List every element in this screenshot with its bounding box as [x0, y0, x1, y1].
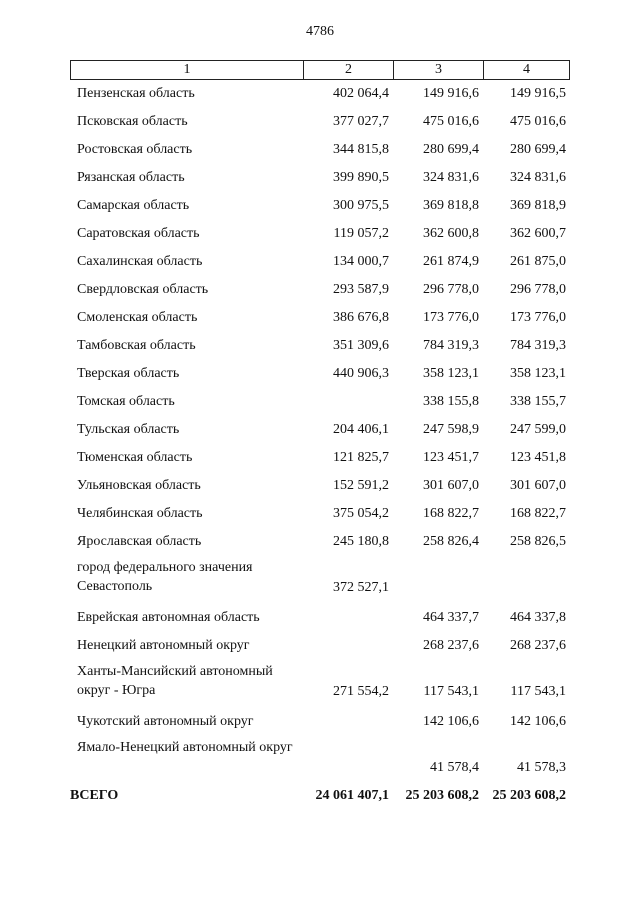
table-row	[0, 736, 640, 784]
value-col4: 358 123,1	[510, 366, 566, 381]
column-header-4: 4	[483, 61, 570, 79]
value-col4: 247 599,0	[510, 422, 566, 437]
total-col2: 24 061 407,1	[315, 788, 389, 803]
value-col2: 119 057,2	[333, 226, 389, 241]
region-name: Свердловская область	[77, 282, 209, 297]
region-name: Псковская область	[77, 114, 188, 129]
region-name: Тамбовская область	[77, 338, 196, 353]
region-name: Ямало-Ненецкий автономный округ	[77, 740, 293, 755]
value-col2: 152 591,2	[333, 478, 389, 493]
table-row	[0, 708, 640, 736]
value-col3: 369 818,8	[423, 198, 479, 213]
table-row	[0, 220, 640, 248]
region-name: Тюменская область	[77, 450, 193, 465]
value-col4: 168 822,7	[510, 506, 566, 521]
value-col4: 117 543,1	[510, 684, 566, 699]
value-col2: 300 975,5	[333, 198, 389, 213]
page-number: 4786	[306, 24, 334, 39]
value-col3: 464 337,7	[423, 610, 479, 625]
region-name: Челябинская область	[77, 506, 203, 521]
table-header	[70, 60, 570, 80]
region-name: Ульяновская область	[77, 478, 201, 493]
region-name: Самарская область	[77, 198, 190, 213]
value-col3: 117 543,1	[423, 684, 479, 699]
table-row	[0, 416, 640, 444]
value-col4: 301 607,0	[510, 478, 566, 493]
value-col3: 362 600,8	[423, 226, 479, 241]
table-row	[0, 276, 640, 304]
value-col2: 375 054,2	[333, 506, 389, 521]
region-name: Чукотский автономный округ	[77, 714, 254, 729]
value-col3: 258 826,4	[423, 534, 479, 549]
region-name: Пензенская область	[77, 86, 195, 101]
value-col3: 268 237,6	[423, 638, 479, 653]
value-col4: 324 831,6	[510, 170, 566, 185]
value-col3: 261 874,9	[423, 254, 479, 269]
value-col3: 149 916,6	[423, 86, 479, 101]
value-col2: 402 064,4	[333, 86, 389, 101]
value-col4: 369 818,9	[510, 198, 566, 213]
table-row	[0, 472, 640, 500]
value-col3: 280 699,4	[423, 142, 479, 157]
table-row	[0, 136, 640, 164]
value-col4: 142 106,6	[510, 714, 566, 729]
table-row	[0, 388, 640, 416]
table-row	[0, 80, 640, 108]
total-label: ВСЕГО	[70, 788, 119, 803]
region-name: Сахалинская область	[77, 254, 203, 269]
value-col4: 280 699,4	[510, 142, 566, 157]
region-name: Тверская область	[77, 366, 180, 381]
value-col3: 358 123,1	[423, 366, 479, 381]
total-row	[0, 784, 640, 812]
value-col3: 41 578,4	[430, 760, 479, 775]
column-header-1: 1	[70, 61, 303, 79]
region-name: Ростовская область	[77, 142, 193, 157]
value-col4: 362 600,7	[510, 226, 566, 241]
total-col3: 25 203 608,2	[405, 788, 479, 803]
table-row	[0, 444, 640, 472]
table-row	[0, 500, 640, 528]
value-col2: 386 676,8	[333, 310, 389, 325]
value-col2: 344 815,8	[333, 142, 389, 157]
table-row	[0, 192, 640, 220]
column-header-3: 3	[393, 61, 483, 79]
table-row	[0, 360, 640, 388]
value-col4: 268 237,6	[510, 638, 566, 653]
value-col2: 399 890,5	[333, 170, 389, 185]
value-col4: 784 319,3	[510, 338, 566, 353]
value-col3: 247 598,9	[423, 422, 479, 437]
table-row	[0, 556, 640, 604]
value-col4: 296 778,0	[510, 282, 566, 297]
value-col4: 261 875,0	[510, 254, 566, 269]
region-name: Смоленская область	[77, 310, 198, 325]
value-col2: 372 527,1	[333, 580, 389, 595]
value-col3: 784 319,3	[423, 338, 479, 353]
value-col2: 271 554,2	[333, 684, 389, 699]
value-col2: 245 180,8	[333, 534, 389, 549]
value-col3: 142 106,6	[423, 714, 479, 729]
value-col3: 168 822,7	[423, 506, 479, 521]
table-row	[0, 528, 640, 556]
value-col3: 338 155,8	[423, 394, 479, 409]
table-row	[0, 164, 640, 192]
table-body	[0, 80, 640, 812]
value-col2: 440 906,3	[333, 366, 389, 381]
region-name: Тульская область	[77, 422, 180, 437]
region-name: Рязанская область	[77, 170, 185, 185]
table-row	[0, 248, 640, 276]
value-col4: 149 916,5	[510, 86, 566, 101]
value-col3: 324 831,6	[423, 170, 479, 185]
value-col4: 464 337,8	[510, 610, 566, 625]
value-col2: 377 027,7	[333, 114, 389, 129]
value-col2: 204 406,1	[333, 422, 389, 437]
region-name: Саратовская область	[77, 226, 200, 241]
value-col2: 134 000,7	[333, 254, 389, 269]
table-row	[0, 604, 640, 632]
column-header-2: 2	[303, 61, 393, 79]
region-name: город федерального значения Севастополь	[77, 560, 253, 594]
value-col3: 123 451,7	[423, 450, 479, 465]
value-col3: 296 778,0	[423, 282, 479, 297]
region-name: Ярославская область	[77, 534, 202, 549]
value-col2: 121 825,7	[333, 450, 389, 465]
table-row	[0, 660, 640, 708]
table-row	[0, 108, 640, 136]
value-col2: 293 587,9	[333, 282, 389, 297]
value-col4: 123 451,8	[510, 450, 566, 465]
region-name: Еврейская автономная область	[77, 610, 260, 625]
region-name: Ненецкий автономный округ	[77, 638, 250, 653]
value-col4: 173 776,0	[510, 310, 566, 325]
value-col4: 258 826,5	[510, 534, 566, 549]
value-col3: 173 776,0	[423, 310, 479, 325]
region-name: Ханты-Мансийский автономный округ - Югра	[77, 664, 273, 698]
table-row	[0, 332, 640, 360]
region-name: Томская область	[77, 394, 175, 409]
value-col4: 475 016,6	[510, 114, 566, 129]
total-col4: 25 203 608,2	[492, 788, 566, 803]
value-col3: 301 607,0	[423, 478, 479, 493]
value-col4: 41 578,3	[517, 760, 566, 775]
table-row	[0, 632, 640, 660]
value-col3: 475 016,6	[423, 114, 479, 129]
value-col2: 351 309,6	[333, 338, 389, 353]
value-col4: 338 155,7	[510, 394, 566, 409]
table-row	[0, 304, 640, 332]
